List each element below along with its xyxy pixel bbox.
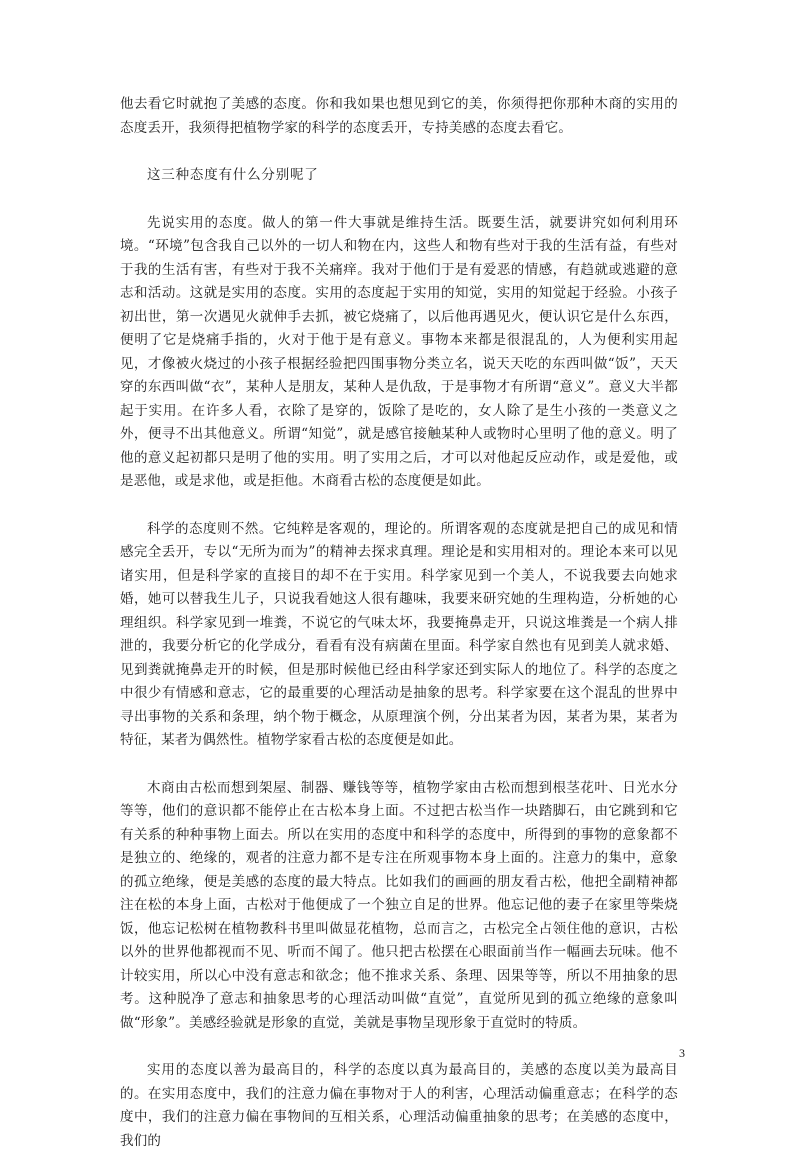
- section-question-heading: 这三种态度有什么分别呢了: [147, 167, 319, 183]
- paragraph-scientific-attitude: 科学的态度则不然。它纯粹是客观的，理论的。所谓客观的态度就是把自己的成见和情感完全丢开，专以“无所为而为”的精神去探求真理。理论是和实用相对的。理论本来可以见诸实用，但是科学家的直接目的却不在于实用。科学家见到一个美人，不说我要去向她求婚，她可以替我生儿子，只说我看她这人很有趣味，我要来研究她的生理构造，分析她的心理组织。科学家见到一堆粪，不说它的气味太坏，我要掩鼻走开，只说这堆粪是一个病人排泄的，我要分析它的化学成分，看看有没有病菌在里面。科学家自然也有见到美人就求婚、见到粪就掩鼻走开的时候，但是那时候他已经由科学家还到实际人的地位了。科学的态度之中很少有情感和意志，它的最重要的心理活动是抽象的思考。科学家要在这个混乱的世界中寻出事物的关系和条理，纳个物于概念，从原理演个例，分出某者为因，某者为果，某者为特征，某者为偶然性。植物学家看古松的态度便是如此。: [120, 520, 678, 748]
- paragraph-gap: [120, 140, 678, 164]
- paragraph-gap: [120, 753, 678, 777]
- paragraph-continuation: 他去看它时就抱了美感的态度。你和我如果也想见到它的美，你须得把你那种木商的实用的态度丢开，我须得把植物学家的科学的态度丢开，专持美感的态度去看它。: [120, 96, 678, 136]
- document-body: [120, 93, 678, 1153]
- paragraph-gap: [120, 1035, 678, 1059]
- page-number: 3: [679, 1046, 685, 1060]
- paragraph-comparison: 实用的态度以善为最高目的，科学的态度以真为最高目的，美感的态度以美为最高目的。在实用态度中，我们的注意力偏在事物对于人的利害，心理活动偏重意志；在科学的态度中，我们的注意力偏在事物间的互相关系，心理活动偏重抽象的思考；在美感的态度中，我们的: [120, 1062, 678, 1149]
- paragraph-gap: [120, 494, 678, 518]
- paragraph-aesthetic-attitude: 木商由古松而想到架屋、制器、赚钱等等，植物学家由古松而想到根茎花叶、日光水分等等，他们的意识都不能停止在古松本身上面。不过把古松当作一块踏脚石，由它跳到和它有关系的种种事物上面去。所以在实用的态度中和科学的态度中，所得到的事物的意象都不是独立的、绝缘的，观者的注意力都不是专注在所观事物本身上面的。注意力的集中，意象的孤立绝缘，便是美感的态度的最大特点。比如我们的画画的朋友看古松，他把全副精神都注在松的本身上面，古松对于他便成了一个独立自足的世界。他忘记他的妻子在家里等柴烧饭，他忘记松树在植物教科书里叫做显花植物，总而言之，古松完全占领住他的意识，古松以外的世界他都视而不见、听而不闻了。他只把古松摆在心眼面前当作一幅画去玩味。他不计较实用，所以心中没有意志和欲念；他不推求关系、条理、因果等等，所以不用抽象的思考。这种脱净了意志和抽象思考的心理活动叫做“直觉”，直觉所见到的孤立绝缘的意象叫做“形象”。美感经验就是形象的直觉，美就是事物呈现形象于直觉时的特质。: [120, 779, 678, 1031]
- paragraph-practical-attitude: 先说实用的态度。做人的第一件大事就是维持生活。既要生活，就要讲究如何利用环境。“环境”包含我自己以外的一切人和物在内，这些人和物有些对于我的生活有益，有些对于我的生活有害，有些对于我不关痛痒。我对于他们于是有爱恶的情感，有趋就或逃避的意志和活动。这就是实用的态度。实用的态度起于实用的知觉，实用的知觉起于经验。小孩子初出世，第一次遇见火就伸手去抓，被它烧痛了，以后他再遇见火，便认识它是什么东西，便明了它是烧痛手指的，火对于他于是有意义。事物本来都是很混乱的，人为便利实用起见，才像被火烧过的小孩子根据经验把四围事物分类立名，说天天吃的东西叫做“饭”，天天穿的东西叫做“衣”，某种人是朋友，某种人是仇敌，于是事物才有所谓“意义”。意义大半都起于实用。在许多人看，衣除了是穿的，饭除了是吃的，女人除了是生小孩的一类意义之外，便寻不出其他意义。所谓“知觉”，就是感官接触某种人或物时心里明了他的意义。明了他的意义起初都只是明了他的实用。明了实用之后，才可以对他起反应动作，或是爱他，或是恶他，或是求他，或是拒他。木商看古松的态度便是如此。: [120, 214, 678, 489]
- paragraph-gap: [120, 188, 678, 212]
